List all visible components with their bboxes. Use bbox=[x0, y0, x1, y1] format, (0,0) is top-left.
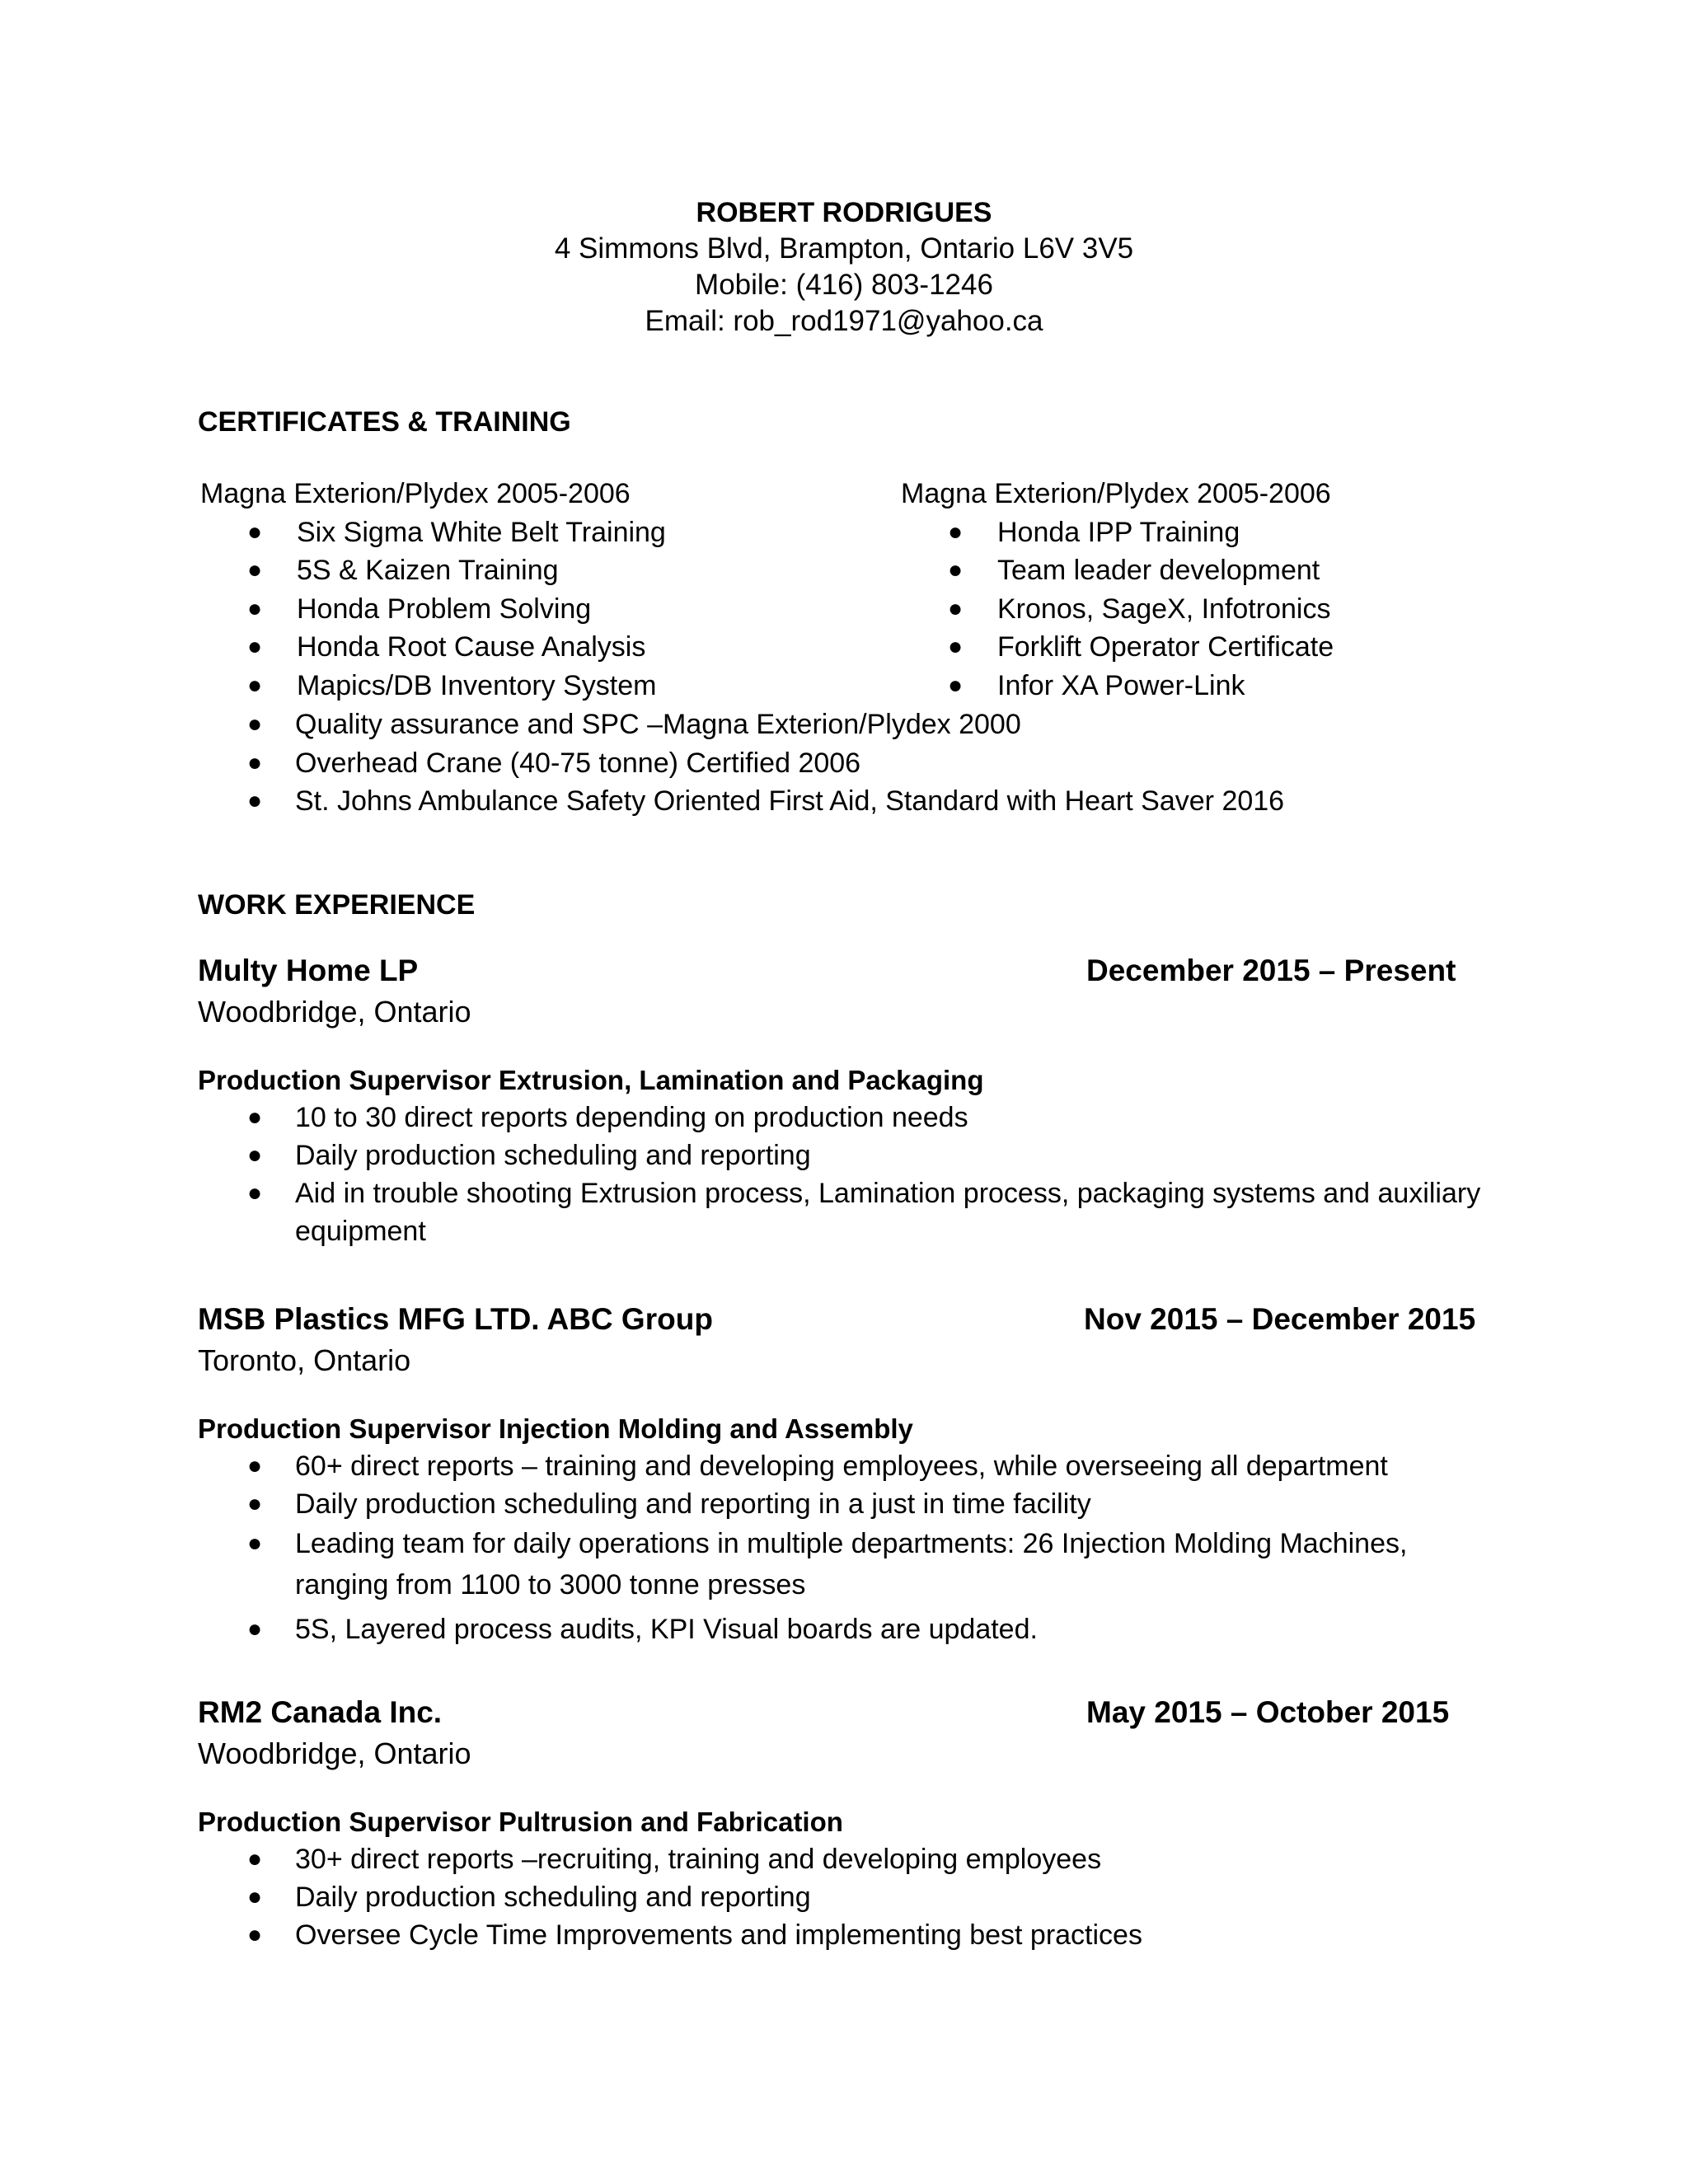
bullet-icon: ● bbox=[948, 594, 964, 622]
job-role: Production Supervisor Injection Molding and Assembly bbox=[198, 1413, 913, 1444]
job-location: Woodbridge, Ontario bbox=[198, 995, 471, 1029]
email: Email: rob_rod1971@yahoo.ca bbox=[645, 305, 1043, 337]
address: 4 Simmons Blvd, Brampton, Ontario L6V 3V5 bbox=[554, 232, 1134, 265]
list-item: ● Forklift Operator Certificate bbox=[898, 628, 1334, 667]
list-item: ● Leading team for daily operations in multiple departments: 26 Injection Molding Machines, ranging from 1100 to 3000 tonne presses bbox=[198, 1523, 1484, 1605]
bullet-icon: ● bbox=[247, 1883, 263, 1910]
job-company: RM2 Canada Inc. bbox=[198, 1695, 443, 1729]
bullet-icon: ● bbox=[948, 671, 964, 699]
list-item: ● Honda Problem Solving bbox=[198, 590, 666, 629]
job-role: Production Supervisor Extrusion, Lamination and Packaging bbox=[198, 1065, 984, 1095]
candidate-name: ROBERT RODRIGUES bbox=[696, 197, 992, 228]
list-item: ● Daily production scheduling and reporting bbox=[198, 1878, 1484, 1916]
list-item: ● 5S & Kaizen Training bbox=[198, 551, 666, 590]
bullet-icon: ● bbox=[247, 594, 263, 622]
list-item: ● Team leader development bbox=[898, 551, 1334, 590]
job-entry bbox=[198, 1299, 1484, 1648]
bullet-icon: ● bbox=[948, 633, 964, 660]
bullet-icon: ● bbox=[247, 1452, 263, 1479]
certificates-left-list bbox=[198, 513, 666, 705]
list-item: ● 30+ direct reports –recruiting, training and developing employees bbox=[198, 1840, 1484, 1878]
bullet-icon: ● bbox=[247, 1845, 263, 1872]
bullet-icon: ● bbox=[247, 1530, 263, 1557]
list-item: ● 5S, Layered process audits, KPI Visual boards are updated. bbox=[198, 1610, 1484, 1648]
bullet-icon: ● bbox=[948, 518, 964, 546]
bullet-icon: ● bbox=[247, 1179, 263, 1207]
list-item: ● Daily production scheduling and reporting bbox=[198, 1137, 1484, 1174]
certificates-left-column bbox=[198, 475, 666, 705]
bullet-icon: ● bbox=[247, 518, 263, 546]
job-location: Woodbridge, Ontario bbox=[198, 1736, 471, 1770]
job-role: Production Supervisor Pultrusion and Fabrication bbox=[198, 1807, 843, 1837]
bullet-icon: ● bbox=[247, 1141, 263, 1169]
work-experience-title: WORK EXPERIENCE bbox=[198, 889, 476, 921]
list-item: ● Aid in trouble shooting Extrusion process, Lamination process, packaging systems and auxiliary equipment bbox=[198, 1174, 1484, 1250]
list-item: ● Honda IPP Training bbox=[898, 513, 1334, 552]
list-item: ● Six Sigma White Belt Training bbox=[198, 513, 666, 552]
job-duties bbox=[198, 1099, 1484, 1250]
bullet-icon: ● bbox=[247, 1490, 263, 1517]
list-item: ● Mapics/DB Inventory System bbox=[198, 667, 666, 705]
bullet-icon: ● bbox=[247, 1104, 263, 1131]
bullet-icon: ● bbox=[247, 710, 263, 738]
list-item: ● Quality assurance and SPC –Magna Exterion/Plydex 2000 bbox=[198, 705, 1284, 744]
list-item: ● St. Johns Ambulance Safety Oriented First Aid, Standard with Heart Saver 2016 bbox=[198, 782, 1284, 821]
certificates-right-heading: Magna Exterion/Plydex 2005-2006 bbox=[901, 478, 1331, 509]
bullet-icon: ● bbox=[247, 633, 263, 660]
certificates-title: CERTIFICATES & TRAINING bbox=[198, 406, 571, 438]
bullet-icon: ● bbox=[247, 556, 263, 583]
certificates-left-heading: Magna Exterion/Plydex 2005-2006 bbox=[200, 478, 631, 509]
certificates-right-column bbox=[898, 475, 1334, 705]
job-location: Toronto, Ontario bbox=[198, 1343, 411, 1377]
bullet-icon: ● bbox=[247, 1921, 263, 1948]
job-dates: Nov 2015 – December 2015 bbox=[1084, 1302, 1476, 1336]
list-item: ● Oversee Cycle Time Improvements and implementing best practices bbox=[198, 1916, 1484, 1954]
bullet-icon: ● bbox=[247, 671, 263, 699]
bullet-icon: ● bbox=[948, 556, 964, 583]
job-dates: December 2015 – Present bbox=[1086, 954, 1456, 987]
list-item: ● Infor XA Power-Link bbox=[898, 667, 1334, 705]
resume-header bbox=[0, 194, 1688, 340]
job-dates: May 2015 – October 2015 bbox=[1086, 1695, 1450, 1729]
list-item: ● Daily production scheduling and reporting in a just in time facility bbox=[198, 1485, 1484, 1523]
job-company: MSB Plastics MFG LTD. ABC Group bbox=[198, 1302, 713, 1336]
job-entry bbox=[198, 1692, 1484, 1954]
bullet-icon: ● bbox=[247, 748, 263, 776]
list-item: ● Overhead Crane (40-75 tonne) Certified 2006 bbox=[198, 744, 1284, 783]
list-item: ● Kronos, SageX, Infotronics bbox=[898, 590, 1334, 629]
list-item: ● Honda Root Cause Analysis bbox=[198, 628, 666, 667]
bullet-icon: ● bbox=[247, 1615, 263, 1643]
job-duties bbox=[198, 1447, 1484, 1648]
job-duties bbox=[198, 1840, 1484, 1954]
bullet-icon: ● bbox=[247, 787, 263, 814]
mobile: Mobile: (416) 803-1246 bbox=[695, 269, 993, 301]
list-item: ● 60+ direct reports – training and developing employees, while overseeing all department bbox=[198, 1447, 1484, 1485]
certificates-extra bbox=[198, 705, 1284, 821]
list-item: ● 10 to 30 direct reports depending on production needs bbox=[198, 1099, 1484, 1137]
job-entry bbox=[198, 950, 1484, 1250]
certificates-right-list bbox=[898, 513, 1334, 705]
certificates-extra-list bbox=[198, 705, 1284, 821]
job-company: Multy Home LP bbox=[198, 954, 419, 987]
